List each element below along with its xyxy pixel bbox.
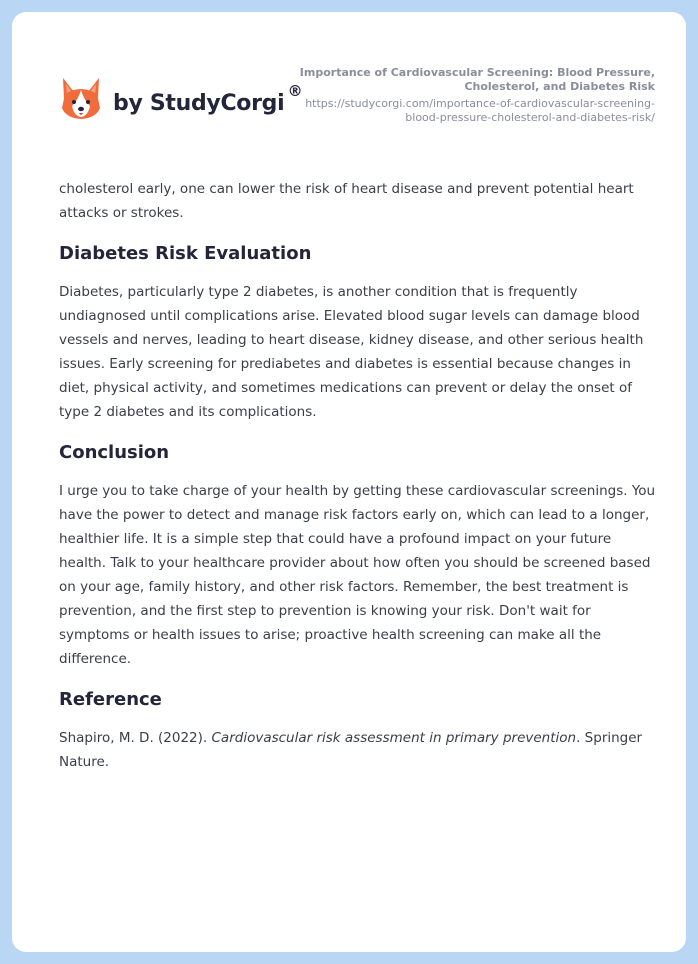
conclusion-paragraph: I urge you to take charge of your health by getting these cardiovascular screenings. You have the power to detect and manage risk factors early on, which can lead to a longer, healthier life. It is a simple step that could have a profound impact on your future health. Talk to your healthcare provider about how often you should be screened based on your age, family history, and other risk factors. Remember, the best treatment is prevention, and the first step to prevention is knowing your risk. Don't wait for symptoms or health issues to arise; proactive health screening can make all the difference.: [59, 483, 656, 667]
corgi-logo-icon: [60, 76, 102, 122]
document-body: [59, 177, 659, 774]
conclusion-heading: Conclusion: [59, 442, 170, 463]
document-url[interactable]: https://studycorgi.com/importance-of-cardiovascular-screening-blood-pressure-cholesterol-and-diabetes-risk/: [305, 97, 655, 124]
reference-authors: Shapiro, M. D. (2022).: [59, 730, 212, 746]
document-header: [12, 12, 686, 152]
reference-title: Cardiovascular risk assessment in primary prevention: [211, 730, 577, 746]
document-page: [12, 12, 686, 952]
reference-entry: [59, 726, 659, 774]
reference-publisher: . Springer Nature.: [59, 730, 643, 770]
diabetes-paragraph: Diabetes, particularly type 2 diabetes, is another condition that is frequently undiagnosed until complications arise. Elevated blood sugar levels can damage blood vessels and nerves, leading to heart disease, kidney disease, and other serious health issues. Early screening for prediabetes and diabetes is essential because changes in diet, physical activity, and sometimes medications can prevent or delay the onset of type 2 diabetes and its complications.: [59, 284, 644, 420]
document-title: Importance of Cardiovascular Screening: Blood Pressure, Cholesterol, and Diabetes Risk: [299, 66, 655, 93]
diabetes-heading: Diabetes Risk Evaluation: [59, 243, 312, 264]
registered-mark: ®: [287, 81, 303, 100]
logo-text: by StudyCorgi ®: [113, 81, 303, 116]
studycorgi-logo[interactable]: [60, 76, 303, 122]
reference-heading: Reference: [59, 689, 162, 710]
intro-paragraph: cholesterol early, one can lower the risk of heart disease and prevent potential heart attacks or strokes.: [59, 181, 634, 221]
